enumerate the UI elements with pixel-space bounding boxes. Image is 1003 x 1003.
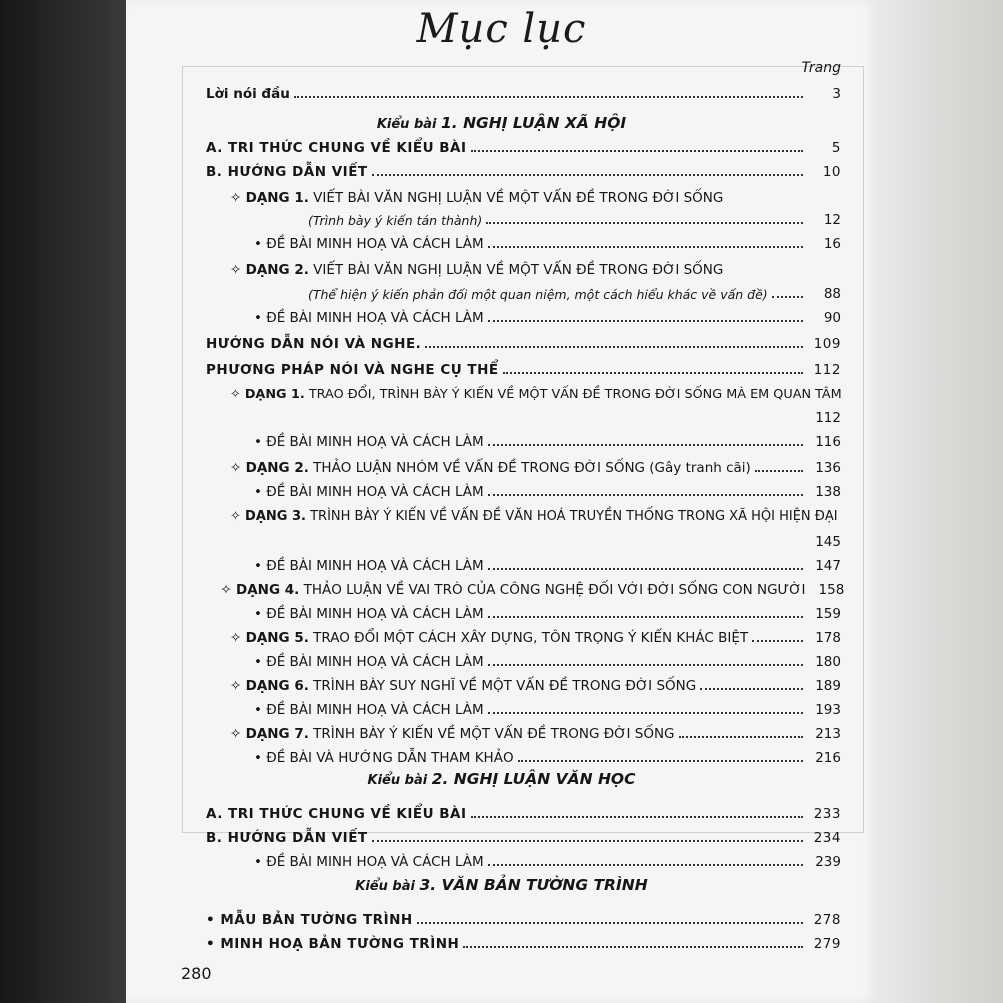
diamond-icon: ✧ bbox=[220, 582, 232, 598]
toc-row: 112 bbox=[815, 410, 841, 426]
toc-row: HƯỚNG DẪN NÓI VÀ NGHE. 109 bbox=[206, 336, 841, 352]
section-heading: Kiểu bài 3. VĂN BẢN TƯỜNG TRÌNH bbox=[355, 876, 648, 894]
toc-row: • ĐỀ BÀI MINH HOẠ VÀ CÁCH LÀM 180 bbox=[254, 654, 841, 670]
toc-row: ✧ DẠNG 1. VIẾT BÀI VĂN NGHỊ LUẬN VỀ MỘT VẤN ĐỀ TRONG ĐỜI SỐNG bbox=[230, 190, 724, 206]
section-heading: Kiểu bài 1. NGHỊ LUẬN XÃ HỘI bbox=[376, 114, 627, 132]
toc-row: • MẪU BẢN TƯỜNG TRÌNH 278 bbox=[206, 912, 841, 928]
toc-row: • ĐỀ BÀI MINH HOẠ VÀ CÁCH LÀM 239 bbox=[254, 854, 841, 870]
toc-row: ✧ DẠNG 4. THẢO LUẬN VỀ VAI TRÒ CỦA CÔNG NGHỆ ĐỐI VỚI ĐỜI SỐNG CON NGƯỜI 158 bbox=[220, 582, 845, 598]
toc-row: (Thể hiện ý kiến phản đối một quan niệm, một cách hiểu khác về vấn đề) 88 bbox=[308, 286, 841, 302]
toc-row: 145 bbox=[815, 534, 841, 550]
page-title: Mục lục bbox=[416, 6, 587, 52]
toc-row-page: 3 bbox=[832, 86, 841, 102]
toc-row bbox=[126, 80, 877, 102]
diamond-icon: ✧ bbox=[230, 726, 242, 742]
book-spine-shadow bbox=[0, 0, 126, 1003]
toc-row: • ĐỀ BÀI MINH HOẠ VÀ CÁCH LÀM 116 bbox=[254, 434, 841, 450]
next-page-edge bbox=[877, 0, 1003, 1003]
toc-row: ✧ DẠNG 2. VIẾT BÀI VĂN NGHỊ LUẬN VỀ MỘT VẤN ĐỀ TRONG ĐỜI SỐNG bbox=[230, 262, 724, 278]
toc-row: • ĐỀ BÀI VÀ HƯỚNG DẪN THAM KHẢO 216 bbox=[254, 750, 841, 766]
toc-row: PHƯƠNG PHÁP NÓI VÀ NGHE CỤ THỂ 112 bbox=[206, 362, 841, 378]
diamond-icon: ✧ bbox=[230, 190, 242, 206]
toc-row-label: Lời nói đầu bbox=[206, 86, 290, 102]
leader-dots bbox=[294, 95, 803, 98]
toc-row: • ĐỀ BÀI MINH HOẠ VÀ CÁCH LÀM 147 bbox=[254, 558, 841, 574]
diamond-icon: ✧ bbox=[230, 262, 242, 278]
toc-row: ✧ DẠNG 3. TRÌNH BÀY Ý KIẾN VỀ VẤN ĐỀ VĂN HOÁ TRUYỀN THỐNG TRONG XÃ HỘI HIỆN ĐẠI bbox=[230, 509, 838, 524]
toc-row: • MINH HOẠ BẢN TƯỜNG TRÌNH 279 bbox=[206, 936, 841, 952]
toc-row: (Trình bày ý kiến tán thành) 12 bbox=[308, 212, 841, 228]
diamond-icon: ✧ bbox=[230, 509, 241, 524]
toc-row: • ĐỀ BÀI MINH HOẠ VÀ CÁCH LÀM 16 bbox=[254, 236, 841, 252]
page-number: 280 bbox=[181, 964, 212, 983]
toc-row: • ĐỀ BÀI MINH HOẠ VÀ CÁCH LÀM 138 bbox=[254, 484, 841, 500]
book-page bbox=[126, 0, 877, 1003]
toc-row: ✧ DẠNG 5. TRAO ĐỔI MỘT CÁCH XÂY DỰNG, TÔN TRỌNG Ý KIẾN KHÁC BIỆT 178 bbox=[230, 630, 841, 646]
toc-row: ✧ DẠNG 6. TRÌNH BÀY SUY NGHĨ VỀ MỘT VẤN ĐỀ TRONG ĐỜI SỐNG 189 bbox=[230, 678, 841, 694]
section-heading: Kiểu bài 2. NGHỊ LUẬN VĂN HỌC bbox=[367, 770, 636, 788]
toc-row: A. TRI THỨC CHUNG VỀ KIỂU BÀI 233 bbox=[206, 806, 841, 822]
diamond-icon: ✧ bbox=[230, 678, 242, 694]
diamond-icon: ✧ bbox=[230, 460, 242, 476]
toc-row: ✧ DẠNG 7. TRÌNH BÀY Ý KIẾN VỀ MỘT VẤN ĐỀ TRONG ĐỜI SỐNG 213 bbox=[230, 726, 841, 742]
diamond-icon: ✧ bbox=[230, 387, 241, 402]
toc-row: • ĐỀ BÀI MINH HOẠ VÀ CÁCH LÀM 193 bbox=[254, 702, 841, 718]
diamond-icon: ✧ bbox=[230, 630, 242, 646]
toc-row: ✧ DẠNG 1. TRAO ĐỔI, TRÌNH BÀY Ý KIẾN VỀ MỘT VẤN ĐỀ TRONG ĐỜI SỐNG MÀ EM QUAN TÂM bbox=[230, 387, 842, 402]
trang-label: Trang bbox=[801, 60, 841, 76]
toc-row: ✧ DẠNG 2. THẢO LUẬN NHÓM VỀ VẤN ĐỀ TRONG ĐỜI SỐNG (Gây tranh cãi) 136 bbox=[230, 460, 841, 476]
toc-row: • ĐỀ BÀI MINH HOẠ VÀ CÁCH LÀM 90 bbox=[254, 310, 841, 326]
toc-row: A. TRI THỨC CHUNG VỀ KIỂU BÀI 5 bbox=[206, 140, 841, 156]
toc-row: • ĐỀ BÀI MINH HOẠ VÀ CÁCH LÀM 159 bbox=[254, 606, 841, 622]
toc-row: B. HƯỚNG DẪN VIẾT 10 bbox=[206, 164, 841, 180]
toc-row: B. HƯỚNG DẪN VIẾT 234 bbox=[206, 830, 841, 846]
